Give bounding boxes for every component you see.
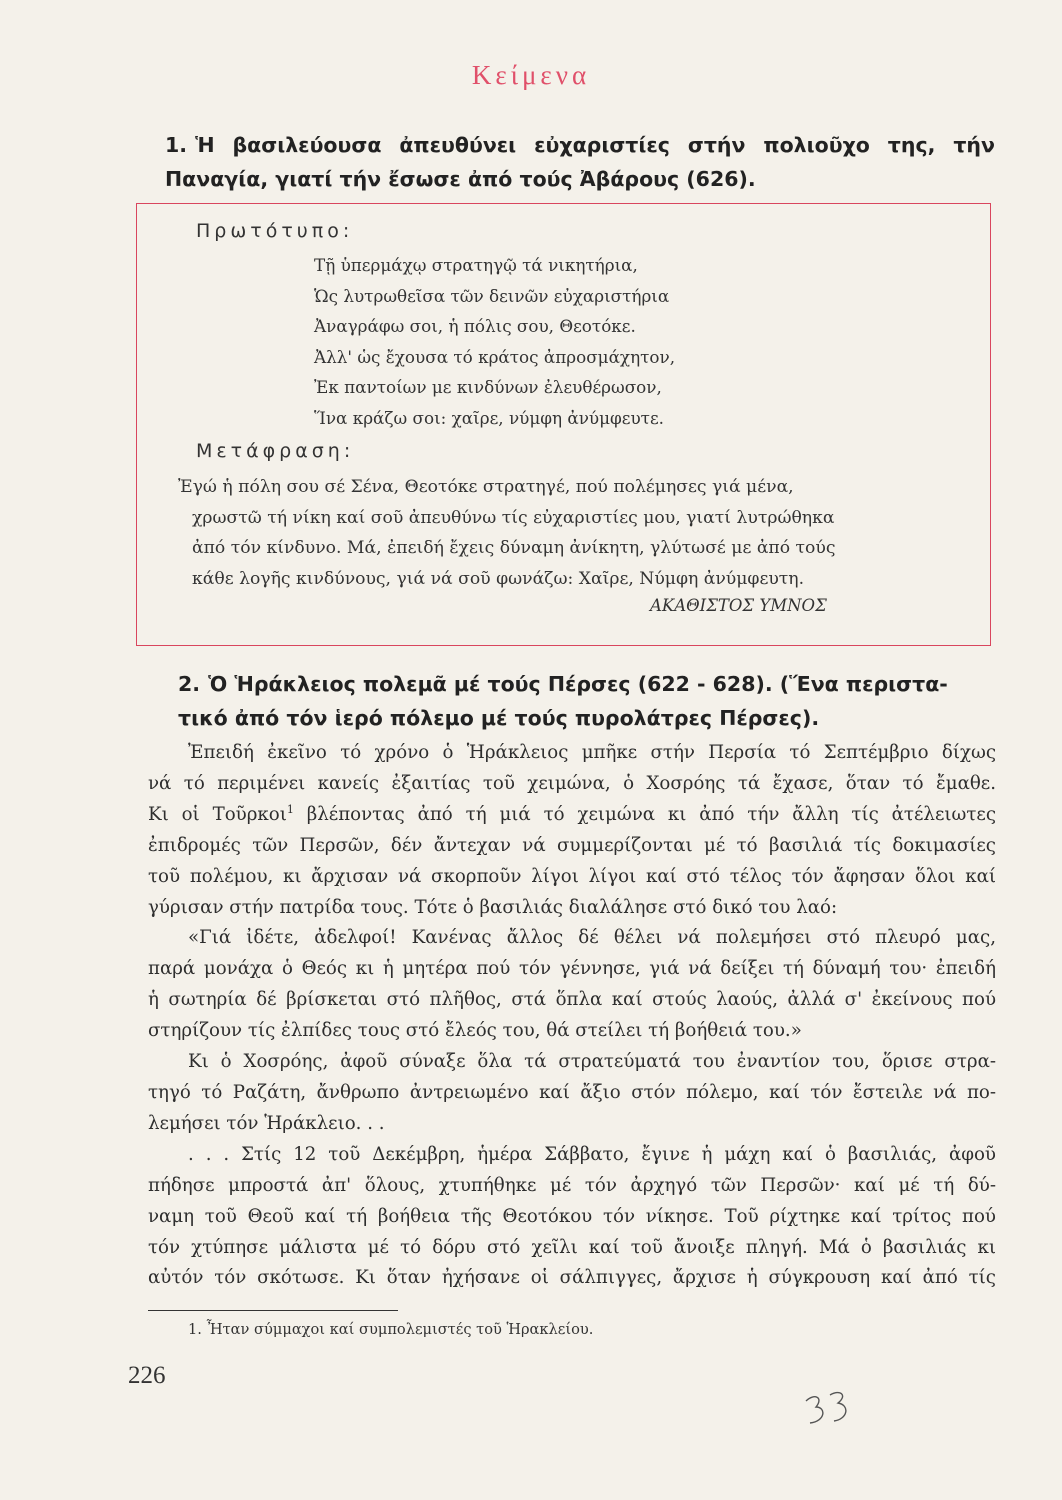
body-line: νά τό περιμένει κανείς ἐξαιτίας τοῦ χειμώνα, ὁ Χοσρόης τά ἔχασε, ὅταν τό ἔμαθε. xyxy=(148,772,996,794)
body-line: τηγό τό Ραζάτη, ἄνθρωπο ἀντρειωμένο καί ἄξιο στόν πόλεμο, καί τόν ἔστειλε νά πο- xyxy=(148,1081,996,1103)
body-line: πήδησε μπροστά ἀπ' ὅλους, χτυπήθηκε μέ τόν ἀρχηγό τῶν Περσῶν· καί μέ τή δύ- xyxy=(148,1174,996,1196)
translation-line: κάθε λογῆς κινδύνους, γιά νά σοῦ φωνάζω: Χαῖρε, Νύμφη ἀνύμφευτη. xyxy=(192,568,805,589)
section2-number: 2. xyxy=(178,672,201,696)
section2-heading-line: τικό ἀπό τόν ἱερό πόλεμο μέ τούς πυρολάτρες Πέρσες). xyxy=(178,706,820,730)
body-line: λεμήσει τόν Ἡράκλειο. . . xyxy=(148,1112,385,1134)
page-title: Κείμενα xyxy=(471,60,591,90)
body-line: ναμη τοῦ Θεοῦ καί τή βοήθεια τῆς Θεοτόκου τόν νίκησε. Τοῦ ρίχτηκε καί τρίτος πού xyxy=(148,1205,996,1227)
section1-heading xyxy=(165,128,995,196)
body-line: Ἐπειδή ἐκεῖνο τό χρόνο ὁ Ἡράκλειος μπῆκε στήν Περσία τό Σεπτέμβριο δίχως xyxy=(188,742,996,763)
translation-line: ἀπό τόν κίνδυνο. Μά, ἐπειδή ἔχεις δύναμη ἀνίκητη, γλύτωσέ με ἀπό τούς xyxy=(192,538,836,558)
section2-heading-line: 2. Ὁ Ἡράκλειος πολεμᾶ μέ τούς Πέρσες (622 - 628). (Ἕνα περιστα- xyxy=(178,672,948,696)
footnote: 1. Ἦταν σύμμαχοι καί συμπολεμιστές τοῦ Ἡρακλείου. xyxy=(188,1321,594,1338)
hymn-line: Τῇ ὑπερμάχῳ στρατηγῷ τά νικητήρια, xyxy=(314,255,638,275)
translation-line: Ἐγώ ἡ πόλη σου σέ Σένα, Θεοτόκε στρατηγέ, πού πολέμησες γιά μένα, xyxy=(178,477,794,497)
body-line: γύρισαν στήν πατρίδα τους. Τότε ὁ βασιλιάς διαλάλησε στό δικό του λαό: xyxy=(148,896,838,918)
body-line: ἡ σωτηρία δέ βρίσκεται στό πλῆθος, στά ὅπλα καί στούς λαούς, ἀλλά σ' ἐκείνους πού xyxy=(148,989,996,1011)
hymn-line: Ὡς λυτρωθεῖσα τῶν δεινῶν εὐχαριστήρια xyxy=(314,285,670,306)
hymn-line: Ἀναγράφω σοι, ἡ πόλις σου, Θεοτόκε. xyxy=(314,316,636,337)
footnote-marker: 1 xyxy=(286,802,294,816)
body-line: τόν χτύπησε μάλιστα μέ τό δόρυ στό χεῖλι καί τοῦ ἄνοιξε πληγή. Μά ὁ βασιλιάς κι xyxy=(148,1236,996,1258)
body-line: «Γιά ἰδέτε, ἀδελφοί! Κανένας ἄλλος δέ θέλει νά πολεμήσει στό πλευρό μας, xyxy=(188,927,996,949)
original-label: Πρωτότυπο: xyxy=(196,220,354,242)
hymn-line: Ἐκ παντοίων με κινδύνων ἐλευθέρωσον, xyxy=(314,377,662,398)
hymn-text xyxy=(314,250,874,434)
body-line: ἐπιδρομές τῶν Περσῶν, δέν ἄντεχαν νά συμμερίζονται μέ τό βασιλιά τίς δοκιμασίες xyxy=(148,834,996,856)
translation-line: χρωστῶ τή νίκη καί σοῦ ἀπευθύνω τίς εὐχαριστίες μου, γιατί λυτρώθηκα xyxy=(192,507,835,528)
body-line: στηρίζουν τίς ἐλπίδες τους στό ἔλεός του, θά στείλει τή βοήθειά του.» xyxy=(148,1020,802,1042)
body-line: αὐτόν τόν σκότωσε. Κι ὅταν ἠχήσανε οἱ σάλπιγγες, ἄρχισε ἡ σύγκρουση καί ἀπό τίς xyxy=(148,1267,996,1289)
translation-label: Μετάφραση: xyxy=(196,440,355,462)
section1-number: 1. xyxy=(165,133,188,157)
page-number: 226 xyxy=(128,1362,166,1389)
hymn-line: Ἀλλ' ὡς ἔχουσα τό κράτος ἀπροσμάχητον, xyxy=(314,346,676,367)
section2-body xyxy=(148,738,996,1294)
section2-heading xyxy=(178,667,993,735)
translation-text xyxy=(178,472,950,594)
hymn-line: Ἵνα κράζω σοι: χαῖρε, νύμφη ἀνύμφευτε. xyxy=(314,407,664,428)
handwritten-note xyxy=(800,1385,860,1435)
body-line: . . . Στίς 12 τοῦ Δεκέμβρη, ἡμέρα Σάββατο, ἔγινε ἡ μάχη καί ὁ βασιλιάς, ἀφοῦ xyxy=(188,1143,996,1165)
body-line: παρά μονάχα ὁ Θεός κι ἡ μητέρα πού τόν γέννησε, γιά νά δείξει τή δύναμή του· ἐπειδή xyxy=(148,958,996,980)
footnote-rule xyxy=(148,1310,398,1311)
section1-heading-text: Ἡ βασιλεύουσα ἀπευθύνει εὐχαριστίες στήν πολιοῦχο της, τήν Παναγία, γιατί τήν ἔσωσε ἀπό τούς Ἀβάρους (626). xyxy=(165,133,995,191)
body-line: Κι ὁ Χοσρόης, ἀφοῦ σύναξε ὅλα τά στρατεύματά του ἐναντίον του, ὅρισε στρα- xyxy=(188,1051,996,1073)
body-line: Κι οἱ Τοῦρκοι$^1$ βλέποντας ἀπό τή μιά τό χειμώνα κι ἀπό τήν ἄλλη τίς ἀτέλειωτες xyxy=(148,802,996,825)
source-citation: ΑΚΑΘΙΣΤΟΣ ΥΜΝΟΣ xyxy=(650,596,827,615)
body-line: τοῦ πολέμου, κι ἄρχισαν νά σκορποῦν λίγοι λίγοι καί στό τέλος τόν ἄφησαν ὅλοι καί xyxy=(148,865,996,887)
